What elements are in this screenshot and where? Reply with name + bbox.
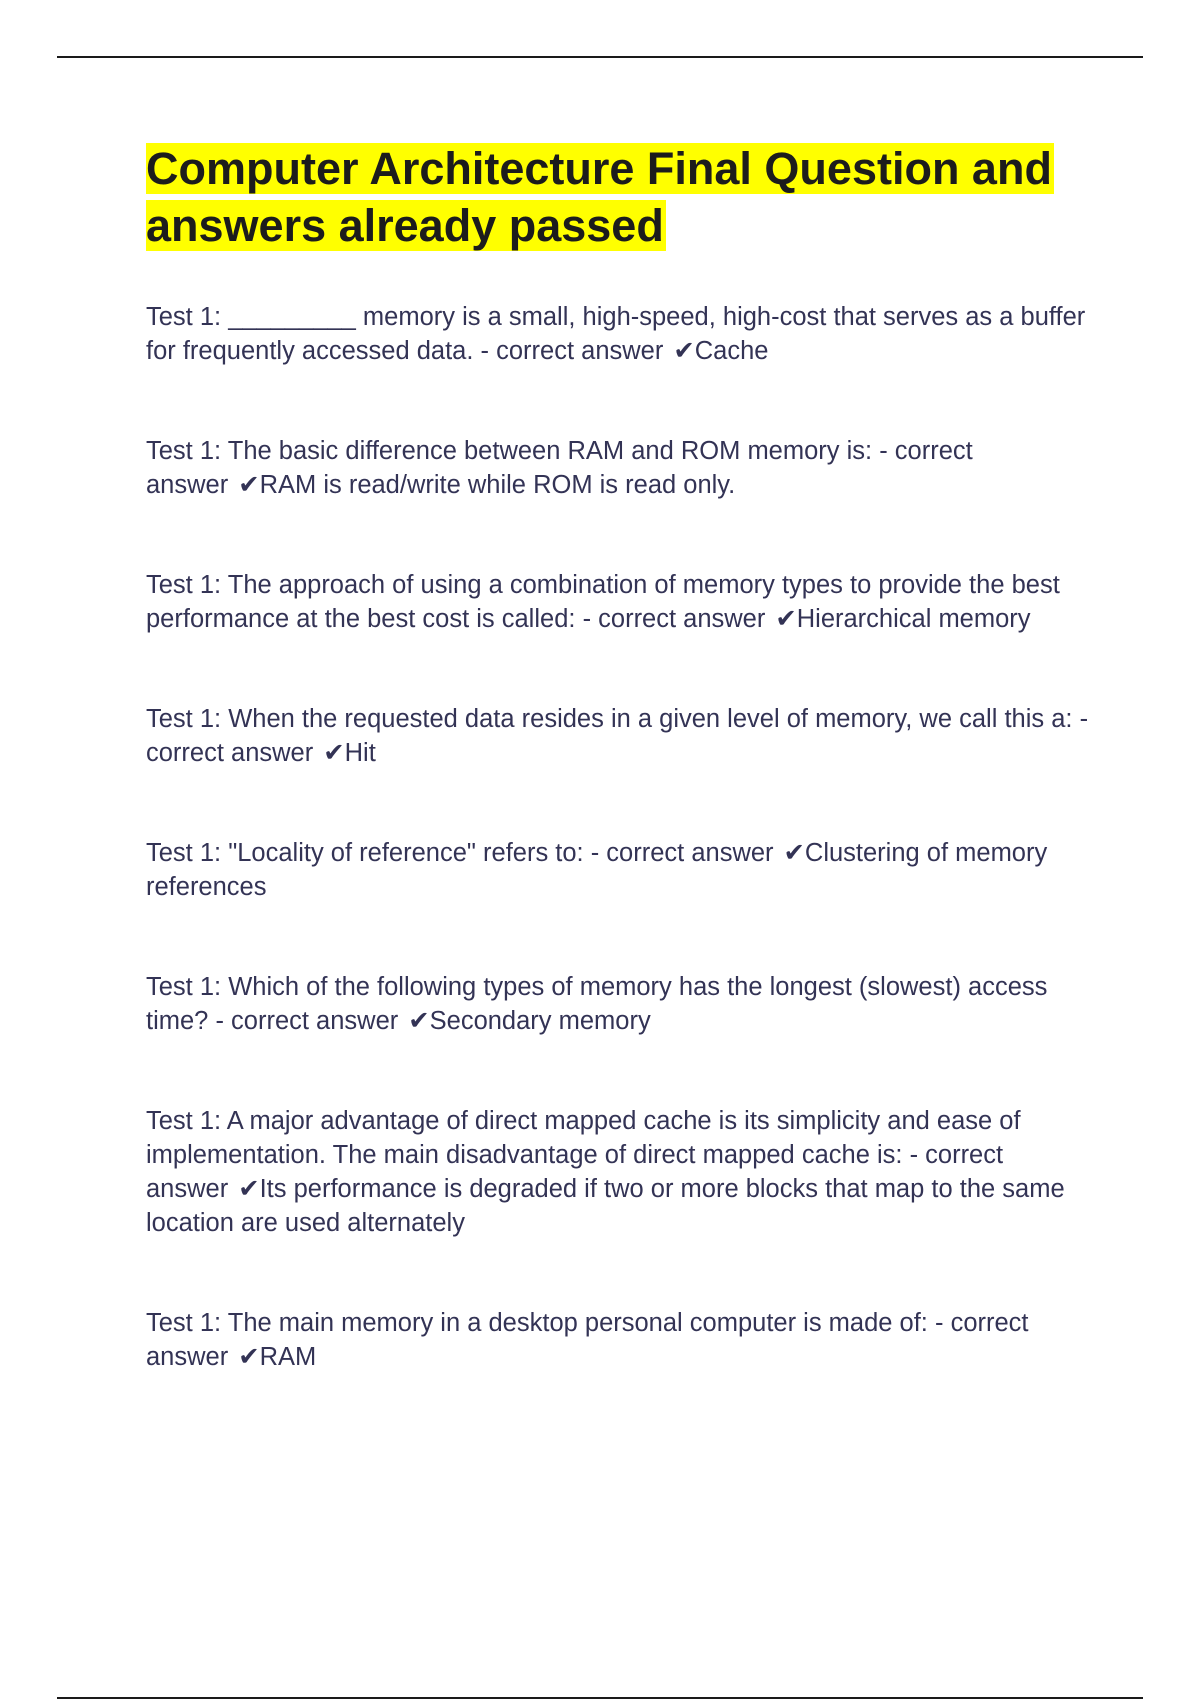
question-text: Test 1: Which of the following types of memory has the longest (slowest) access time?	[146, 973, 1048, 1035]
answer-marker: - correct answer	[146, 437, 973, 499]
answer-marker: - correct answer	[582, 605, 766, 633]
question-text: Test 1: The main memory in a desktop personal computer is made of:	[146, 1309, 928, 1337]
top-rule	[57, 56, 1143, 58]
question-text: Test 1: _________ memory is a small, high-speed, high-cost that serves as a buffer for frequently accessed data.	[146, 303, 1086, 365]
answer-text: Clustering of memory references	[146, 839, 1048, 901]
answer-text: RAM is read/write while ROM is read only.	[259, 471, 736, 499]
answer-text: Cache	[694, 337, 769, 365]
answer-text: Hierarchical memory	[796, 605, 1031, 633]
check-icon: ✔	[408, 1007, 430, 1035]
question-text: Test 1: "Locality of reference" refers to:	[146, 839, 584, 867]
check-icon: ✔	[238, 1175, 260, 1203]
answer-text: Its performance is degraded if two or more blocks that map to the same location are used alternately	[146, 1175, 1065, 1237]
question-text: Test 1: When the requested data resides in a given level of memory, we call this a:	[146, 705, 1073, 733]
answer-text: RAM	[259, 1343, 317, 1371]
question-text: Test 1: A major advantage of direct mapped cache is its simplicity and ease of implementation. The main disadvantage of direct mapped cache is:	[146, 1107, 1021, 1169]
answer-marker: - correct answer	[480, 337, 664, 365]
answer-marker: - correct answer	[146, 1309, 1029, 1371]
document-body	[146, 140, 1096, 1374]
check-icon: ✔	[238, 1343, 260, 1371]
bottom-rule	[57, 1697, 1143, 1699]
answer-text: Hit	[344, 739, 376, 767]
check-icon: ✔	[323, 739, 345, 767]
qa-item	[146, 1104, 1096, 1240]
check-icon: ✔	[775, 605, 797, 633]
answer-marker: - correct answer	[146, 705, 1089, 767]
check-icon: ✔	[783, 839, 805, 867]
check-icon: ✔	[238, 471, 260, 499]
answer-marker: - correct answer	[590, 839, 774, 867]
qa-item	[146, 836, 1096, 904]
qa-item	[146, 970, 1096, 1038]
page-title	[146, 140, 1096, 254]
qa-list	[146, 300, 1096, 1374]
check-icon: ✔	[673, 337, 695, 365]
answer-text: Secondary memory	[429, 1007, 651, 1035]
qa-item	[146, 1306, 1096, 1374]
answer-marker: - correct answer	[215, 1007, 399, 1035]
answer-marker: - correct answer	[146, 1141, 1004, 1203]
qa-item	[146, 434, 1096, 502]
page-title-highlight: Computer Architecture Final Question and answers already passed	[146, 143, 1052, 251]
qa-item	[146, 568, 1096, 636]
qa-item	[146, 300, 1096, 368]
question-text: Test 1: The basic difference between RAM and ROM memory is:	[146, 437, 873, 465]
qa-item	[146, 702, 1096, 770]
question-text: Test 1: The approach of using a combination of memory types to provide the best performance at the best cost is called:	[146, 571, 1060, 633]
